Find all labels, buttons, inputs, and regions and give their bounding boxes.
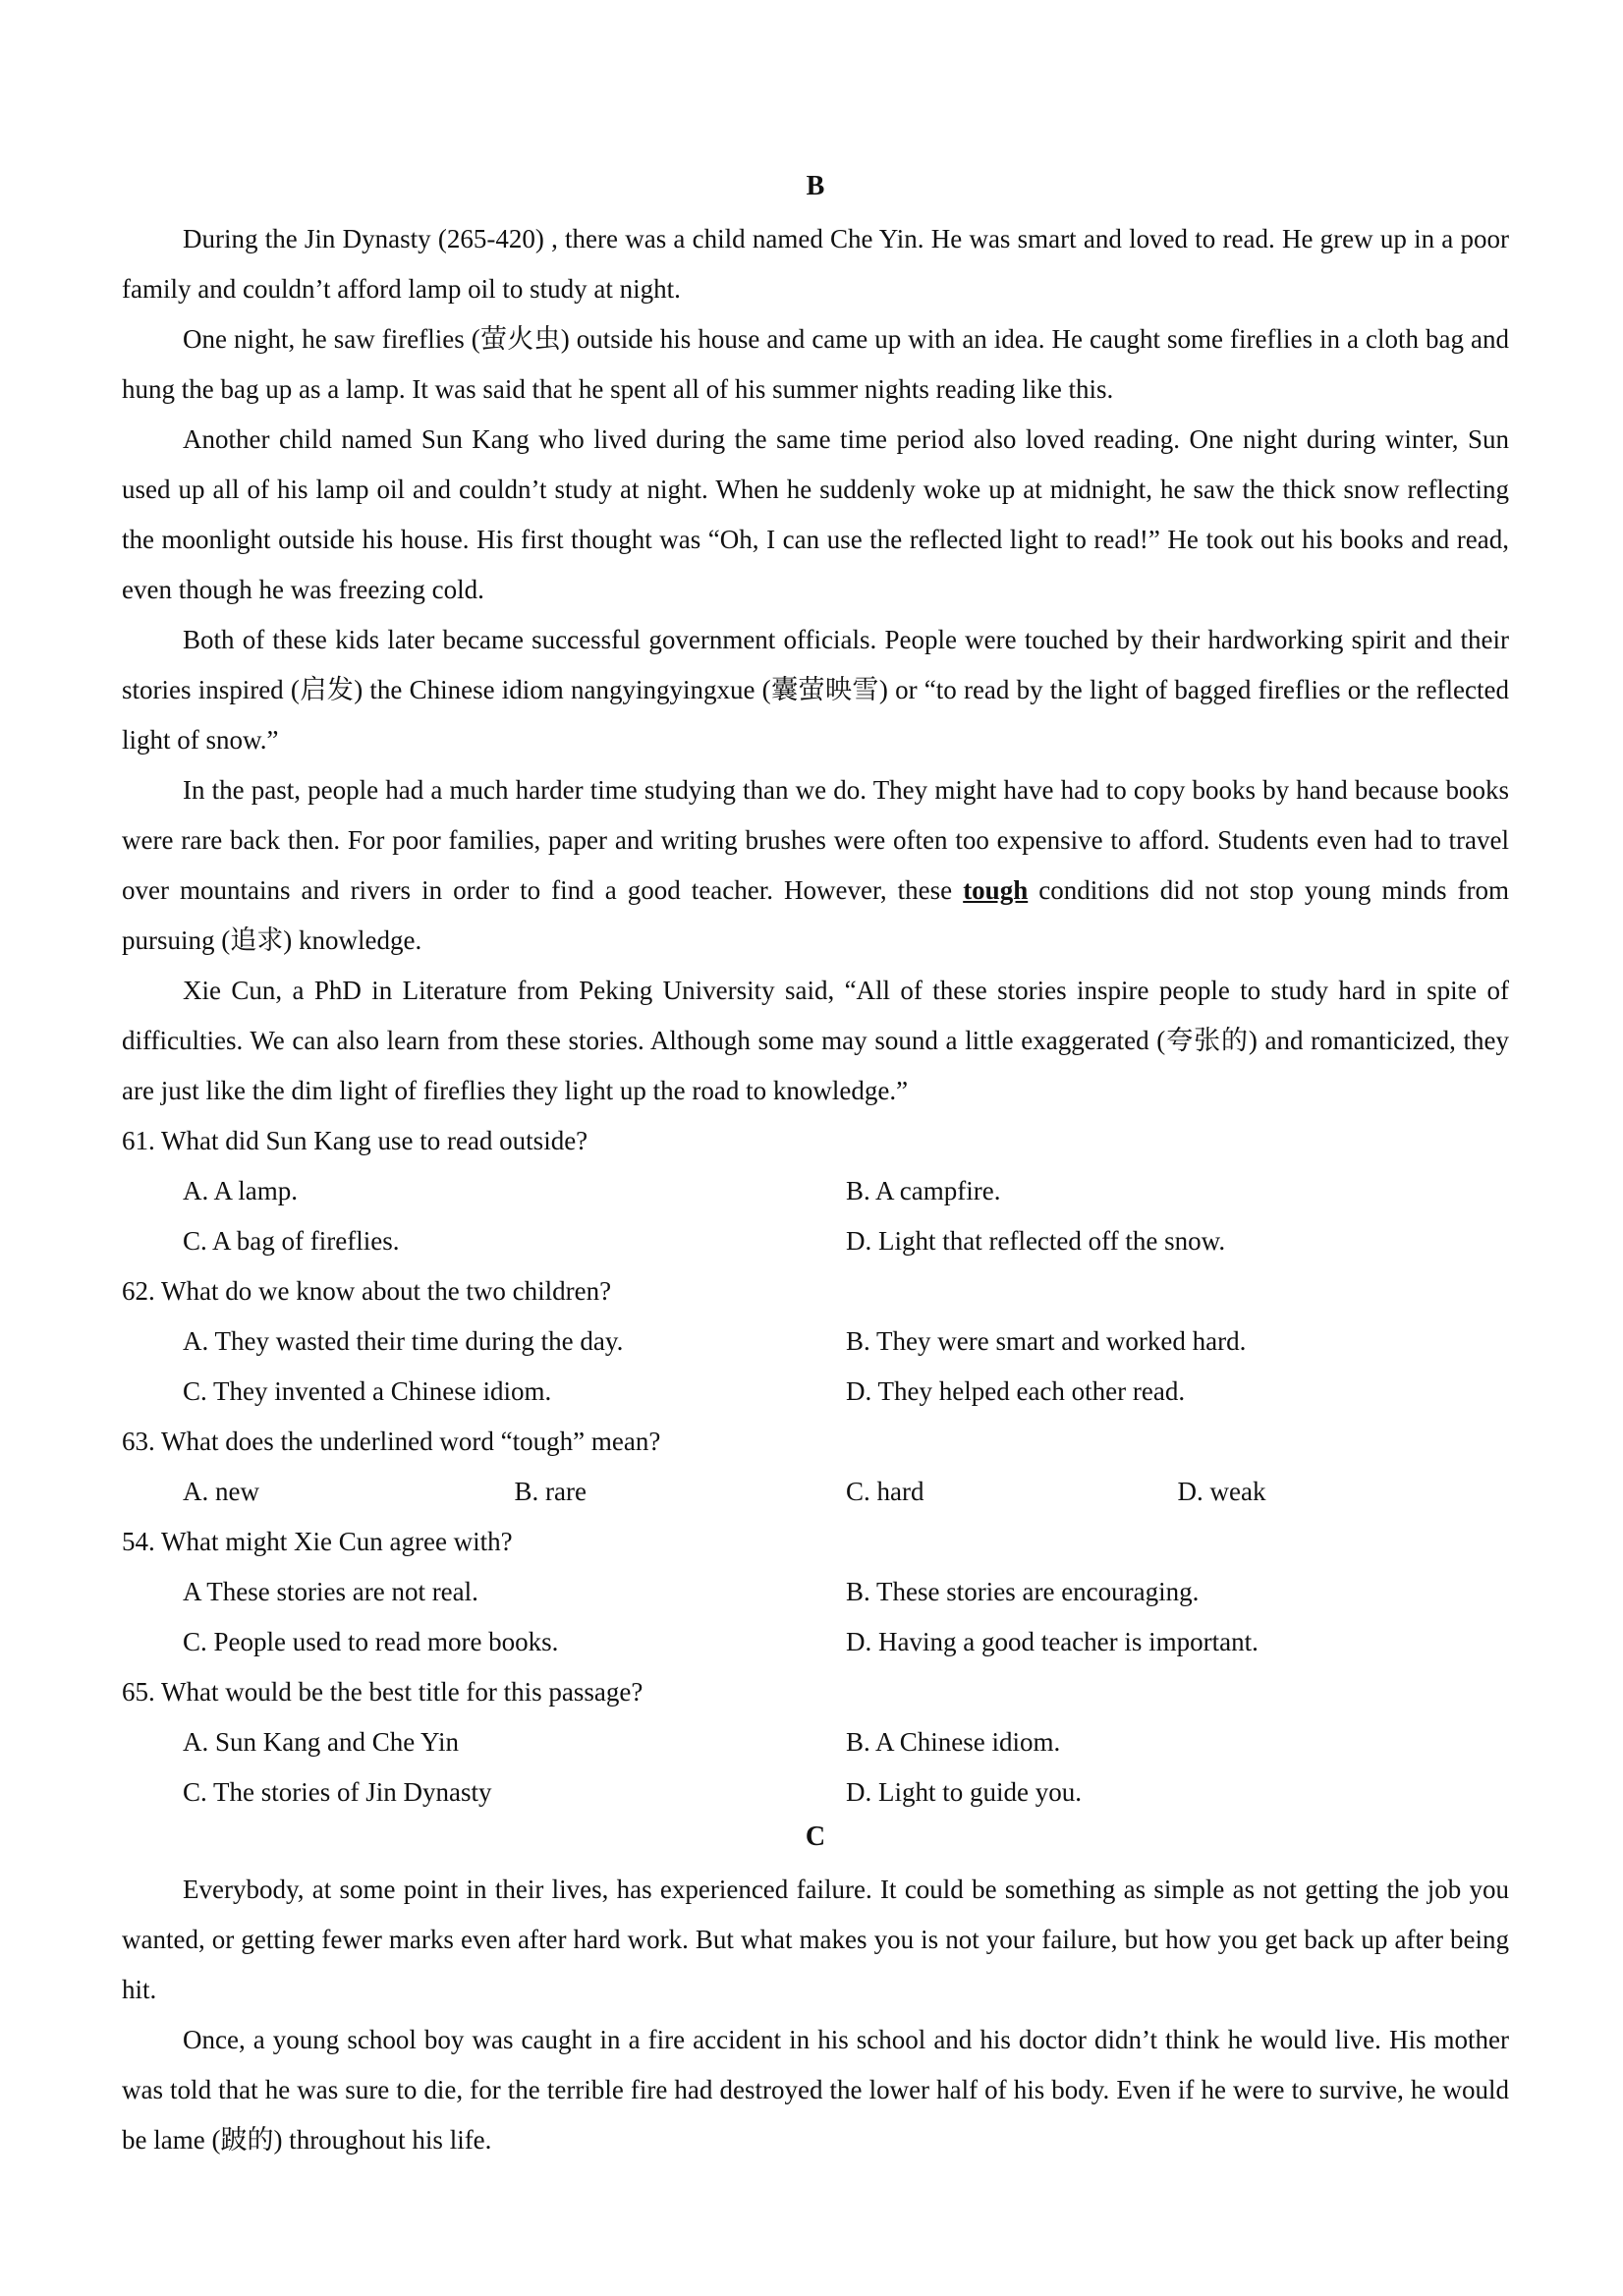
- option-b: B. They were smart and worked hard.: [846, 1326, 1247, 1356]
- question-65: [122, 1667, 1509, 1818]
- option-c: C. People used to read more books.: [183, 1627, 559, 1656]
- question-54: [122, 1517, 1509, 1667]
- option-c: C. A bag of fireflies.: [183, 1226, 400, 1256]
- option-b: B. A campfire.: [846, 1176, 1001, 1205]
- option-b: B. rare: [514, 1477, 587, 1506]
- question-stem: 61. What did Sun Kang use to read outside?: [122, 1126, 588, 1155]
- option-d: D. Light that reflected off the snow.: [846, 1226, 1226, 1256]
- passage-c-paragraph-1: Everybody, at some point in their lives, has experienced failure. It could be something as simple as not getting the job you wanted, or getting fewer marks even after hard work. But what makes you is not your failure, but how you get back up after being hit.: [122, 1875, 1509, 2004]
- question-stem: 54. What might Xie Cun agree with?: [122, 1527, 513, 1556]
- option-a: A. new: [183, 1477, 259, 1506]
- exam-page: [122, 167, 1509, 2165]
- section-c-title: C: [805, 1821, 826, 1852]
- option-c: C. The stories of Jin Dynasty: [183, 1777, 492, 1807]
- question-61: [122, 1116, 1509, 1266]
- paragraph-5-text-before: In the past, people had a much harder time studying than we do. They might have had to copy books by hand because books were rare back then. For poor families, paper and writing brushes were often too expensive to afford. Students even had to travel over mountains and rivers in order to find a good teacher. However, these: [122, 775, 1509, 905]
- option-a: A. Sun Kang and Che Yin: [183, 1727, 459, 1757]
- option-row: [122, 1617, 1509, 1667]
- option-b: B. These stories are encouraging.: [846, 1577, 1200, 1606]
- option-row: [122, 1567, 1509, 1617]
- passage-b-paragraph-2: One night, he saw fireflies (萤火虫) outside his house and came up with an idea. He caught some fireflies in a cloth bag and hung the bag up as a lamp. It was said that he spent all of his summer nights reading like this.: [122, 324, 1509, 404]
- option-row: [122, 1166, 1509, 1216]
- option-a: A. A lamp.: [183, 1176, 299, 1205]
- option-row: [122, 1216, 1509, 1266]
- option-d: D. Light to guide you.: [846, 1777, 1082, 1807]
- question-62: [122, 1266, 1509, 1417]
- question-stem: 65. What would be the best title for this passage?: [122, 1677, 644, 1707]
- option-d: D. Having a good teacher is important.: [846, 1627, 1259, 1656]
- option-c: C. hard: [846, 1477, 924, 1506]
- passage-b-paragraph-1: During the Jin Dynasty (265-420) , there was a child named Che Yin. He was smart and loved to read. He grew up in a poor family and couldn’t afford lamp oil to study at night.: [122, 224, 1509, 304]
- option-a: A These stories are not real.: [183, 1577, 478, 1606]
- underlined-word-tough: tough: [963, 875, 1029, 905]
- option-row: [122, 1367, 1509, 1417]
- question-63: [122, 1417, 1509, 1517]
- section-b-title: B: [806, 171, 825, 201]
- option-row: [122, 1467, 1509, 1517]
- paragraph-5-text-after: conditions did not stop young minds from pursuing (追求) knowledge.: [122, 875, 1509, 955]
- option-d: D. weak: [1177, 1477, 1266, 1506]
- passage-b-paragraph-6: Xie Cun, a PhD in Literature from Peking University said, “All of these stories inspire people to study hard in spite of difficulties. We can also learn from these stories. Although some may sound a little exaggerated (夸张的) and romanticized, they are just like the dim light of fireflies they light up the road to knowledge.”: [122, 976, 1509, 1105]
- passage-c-paragraph-2: Once, a young school boy was caught in a fire accident in his school and his doctor didn’t think he would live. His mother was told that he was sure to die, for the terrible fire had destroyed the lower half of his body. Even if he were to survive, he would be lame (跛的) throughout his life.: [122, 2025, 1509, 2155]
- option-row: [122, 1316, 1509, 1367]
- option-a: A. They wasted their time during the day.: [183, 1326, 624, 1356]
- passage-b-paragraph-5: [122, 765, 1509, 966]
- option-c: C. They invented a Chinese idiom.: [183, 1376, 552, 1406]
- option-row: [122, 1717, 1509, 1767]
- question-stem: 62. What do we know about the two children?: [122, 1276, 612, 1306]
- option-row: [122, 1767, 1509, 1818]
- option-d: D. They helped each other read.: [846, 1376, 1186, 1406]
- option-b: B. A Chinese idiom.: [846, 1727, 1061, 1757]
- question-stem: 63. What does the underlined word “tough” mean?: [122, 1427, 661, 1456]
- passage-b-paragraph-4: Both of these kids later became successful government officials. People were touched by their hardworking spirit and their stories inspired (启发) the Chinese idiom nangyingyingxue (囊萤映雪) or “to read by the light of bagged fireflies or the reflected light of snow.”: [122, 625, 1509, 755]
- passage-b-paragraph-3: Another child named Sun Kang who lived during the same time period also loved reading. One night during winter, Sun used up all of his lamp oil and couldn’t study at night. When he suddenly woke up at midnight, he saw the thick snow reflecting the moonlight outside his house. His first thought was “Oh, I can use the reflected light to read!” He took out his books and read, even though he was freezing cold.: [122, 424, 1509, 604]
